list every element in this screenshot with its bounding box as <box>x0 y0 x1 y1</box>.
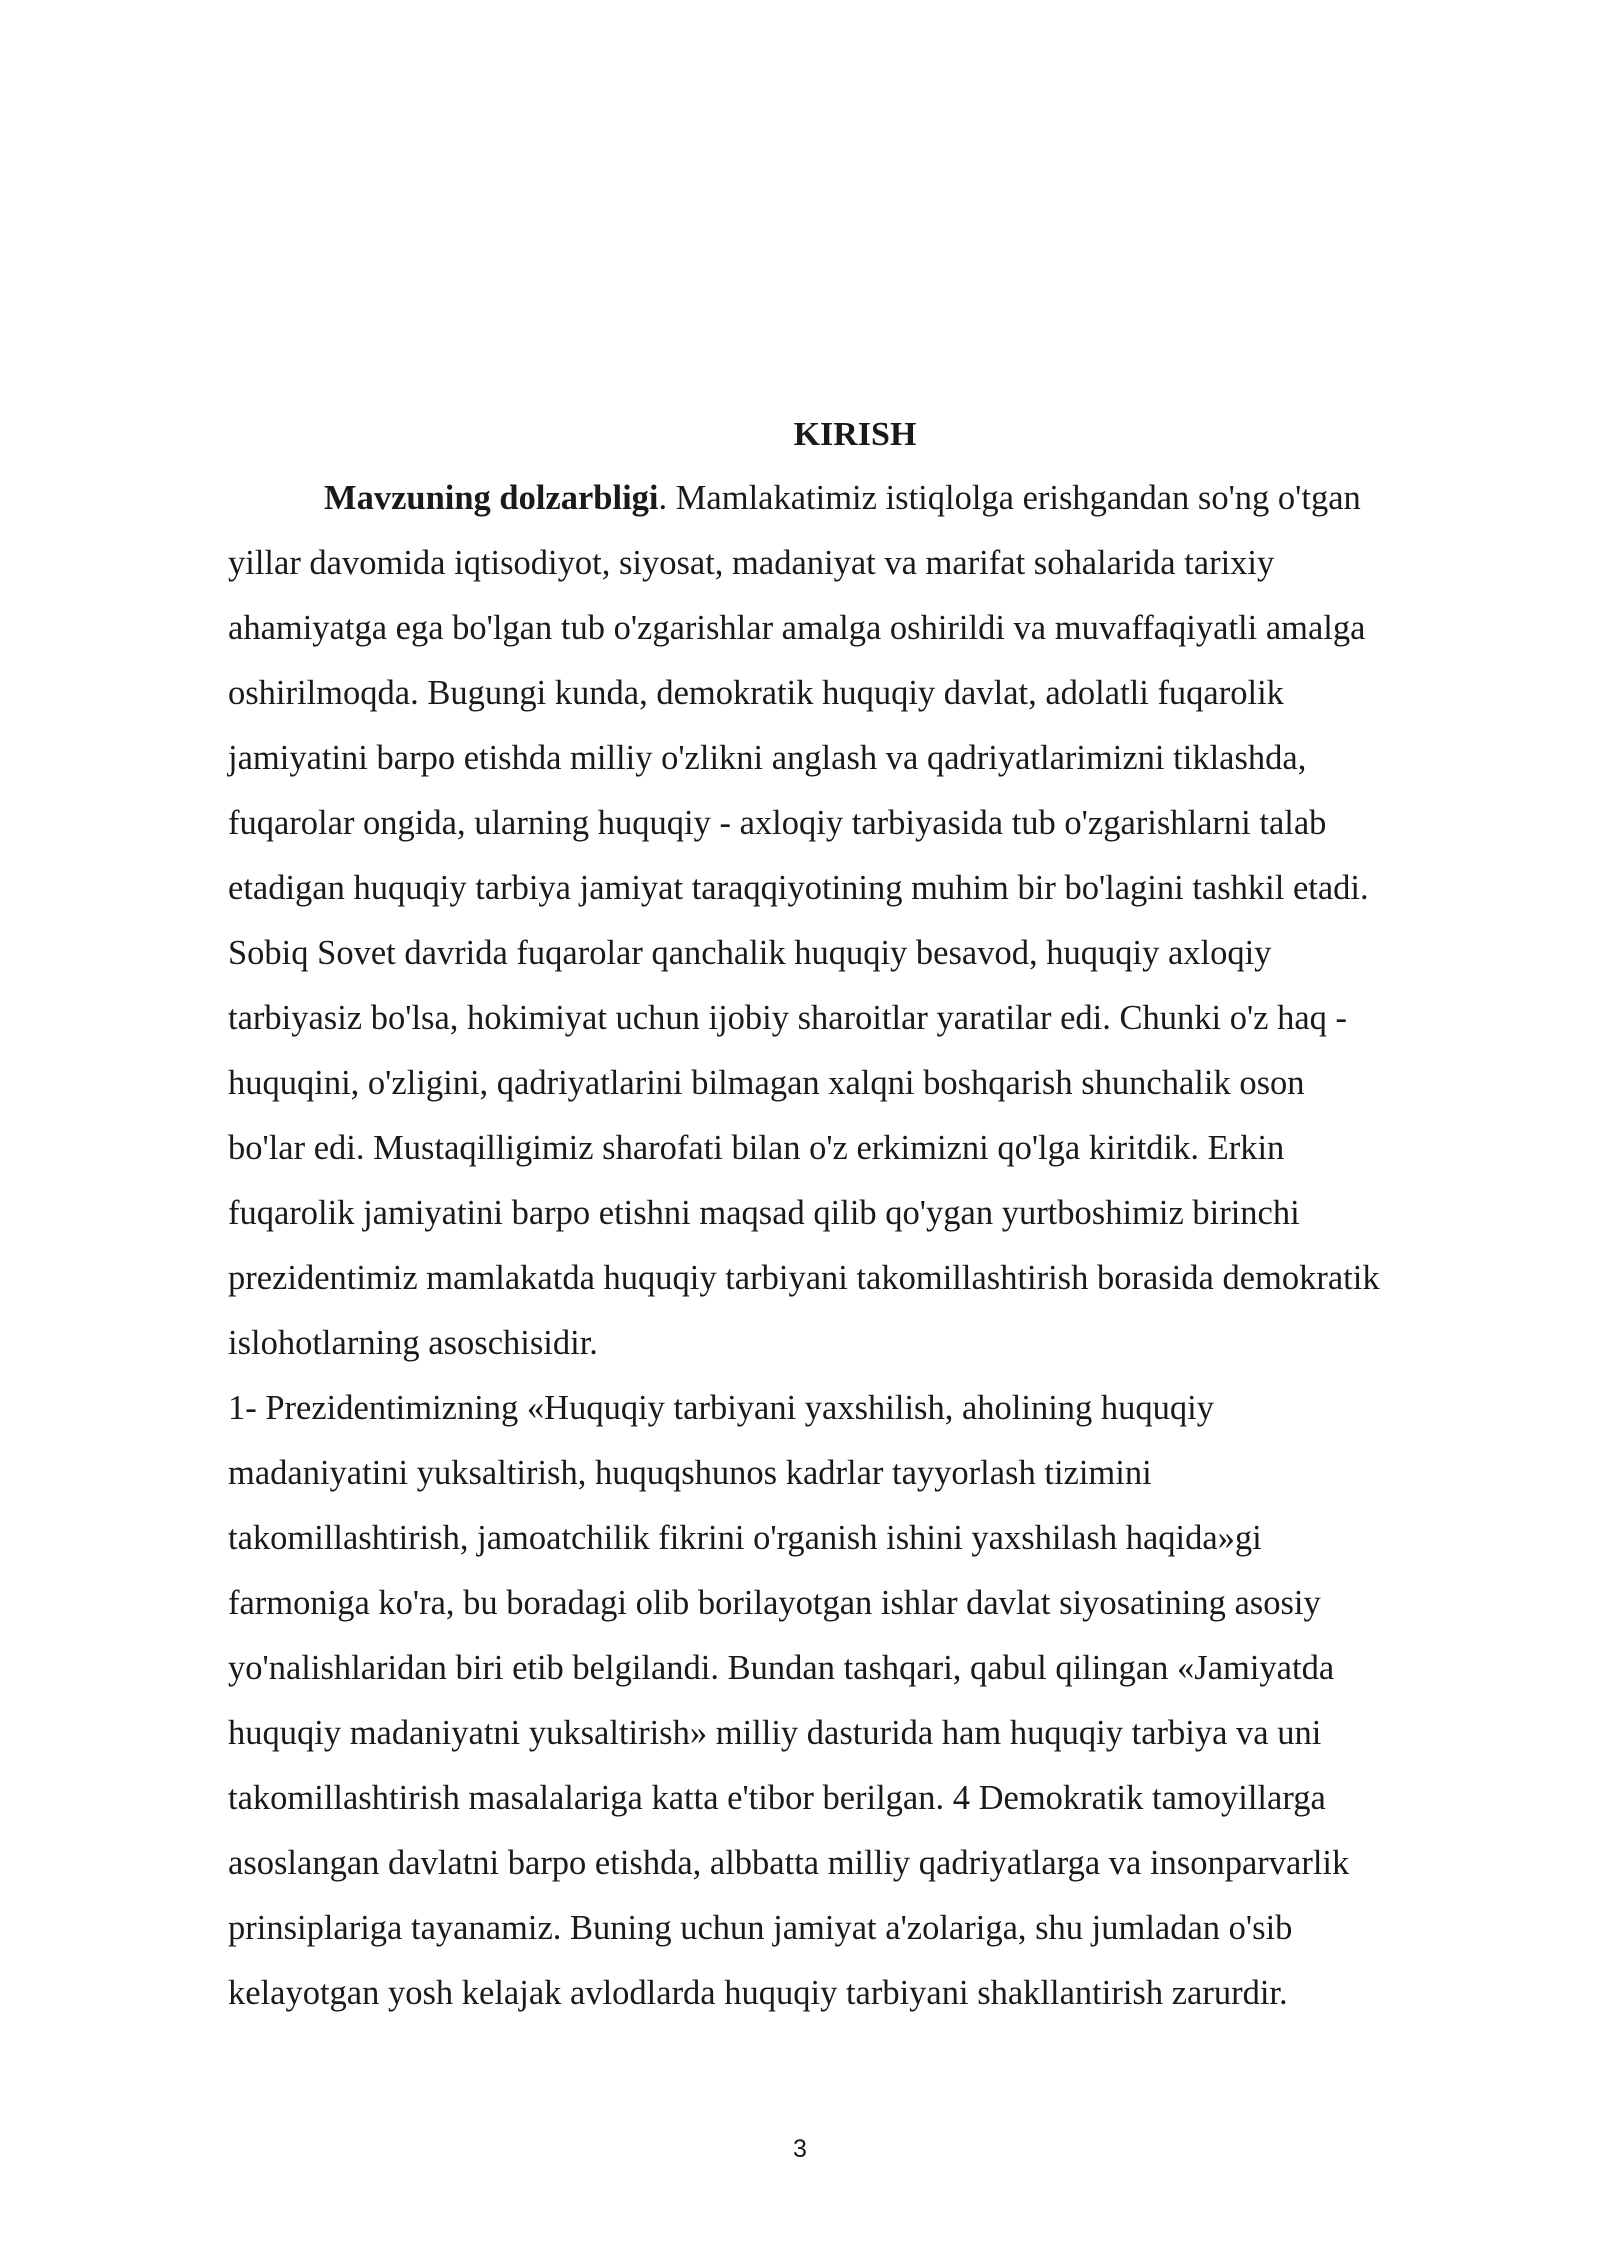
lead-bold-phrase: Mavzuning dolzarbligi <box>324 479 659 517</box>
text-line: tarbiyasiz bo'lsa, hokimiyat uchun ijobiy sharoitlar yaratilar edi. Chunki o'z haq - <box>228 999 1348 1037</box>
text-line: madaniyatini yuksaltirish, huquqshunos kadrlar tayyorlash tizimini <box>228 1454 1152 1492</box>
text-line: huquqiy madaniyatni yuksaltirish» milliy dasturida ham huquqiy tarbiya va uni <box>228 1714 1322 1752</box>
text-line: etadigan huquqiy tarbiya jamiyat taraqqiyotining muhim bir bo'lagini tashkil etadi. <box>228 869 1369 907</box>
text-line: asoslangan davlatni barpo etishda, albbatta milliy qadriyatlarga va insonparvarlik <box>228 1844 1350 1882</box>
text-line: takomillashtirish, jamoatchilik fikrini o'rganish ishini yaxshilash haqida»gi <box>228 1519 1262 1557</box>
text-line: kelayotgan yosh kelajak avlodlarda huquqiy tarbiyani shakllantirish zarurdir. <box>228 1974 1288 2012</box>
text-line: yillar davomida iqtisodiyot, siyosat, madaniyat va marifat sohalarida tarixiy <box>228 544 1275 582</box>
text-line: yo'nalishlaridan biri etib belgilandi. Bundan tashqari, qabul qilingan «Jamiyatda <box>228 1649 1335 1687</box>
page-title: KIRISH <box>793 416 917 453</box>
text-line: jamiyatini barpo etishda milliy o'zlikni anglash va qadriyatlarimizni tiklashda, <box>228 739 1307 777</box>
text-line: prezidentimiz mamlakatda huquqiy tarbiyani takomillashtirish borasida demokratik <box>228 1259 1380 1297</box>
text-line: prinsiplariga tayanamiz. Buning uchun jamiyat a'zolariga, shu jumladan o'sib <box>228 1909 1293 1947</box>
text-line: bo'lar edi. Mustaqilligimiz sharofati bilan o'z erkimizni qo'lga kiritdik. Erkin <box>228 1129 1285 1167</box>
text-line: ahamiyatga ega bo'lgan tub o'zgarishlar amalga oshirildi va muvaffaqiyatli amalga <box>228 609 1366 647</box>
text-line: huquqini, o'zligini, qadriyatlarini bilmagan xalqni boshqarish shunchalik oson <box>228 1064 1305 1102</box>
text-line: oshirilmoqda. Bugungi kunda, demokratik huquqiy davlat, adolatli fuqarolik <box>228 674 1284 712</box>
body-text <box>228 466 1482 2026</box>
lead-line-text: . Mamlakatimiz istiqlolga erishgandan so'ng o'tgan <box>658 479 1361 517</box>
text-line: fuqarolar ongida, ularning huquqiy - axloqiy tarbiyasida tub o'zgarishlarni talab <box>228 804 1327 842</box>
text-line <box>228 466 1482 531</box>
text-line: farmoniga ko'ra, bu boradagi olib borilayotgan ishlar davlat siyosatining asosiy <box>228 1584 1321 1622</box>
text-line: fuqarolik jamiyatini barpo etishni maqsad qilib qo'ygan yurtboshimiz birinchi <box>228 1194 1300 1232</box>
text-line: Sobiq Sovet davrida fuqarolar qanchalik huquqiy besavod, huquqiy axloqiy <box>228 934 1272 972</box>
text-line: 1- Prezidentimizning «Huquqiy tarbiyani yaxshilish, aholining huquqiy <box>228 1389 1214 1427</box>
text-line: takomillashtirish masalalariga katta e'tibor berilgan. 4 Demokratik tamoyillarga <box>228 1779 1326 1817</box>
text-line: islohotlarning asoschisidir. <box>228 1324 598 1362</box>
page-number: 3 <box>793 2135 807 2163</box>
